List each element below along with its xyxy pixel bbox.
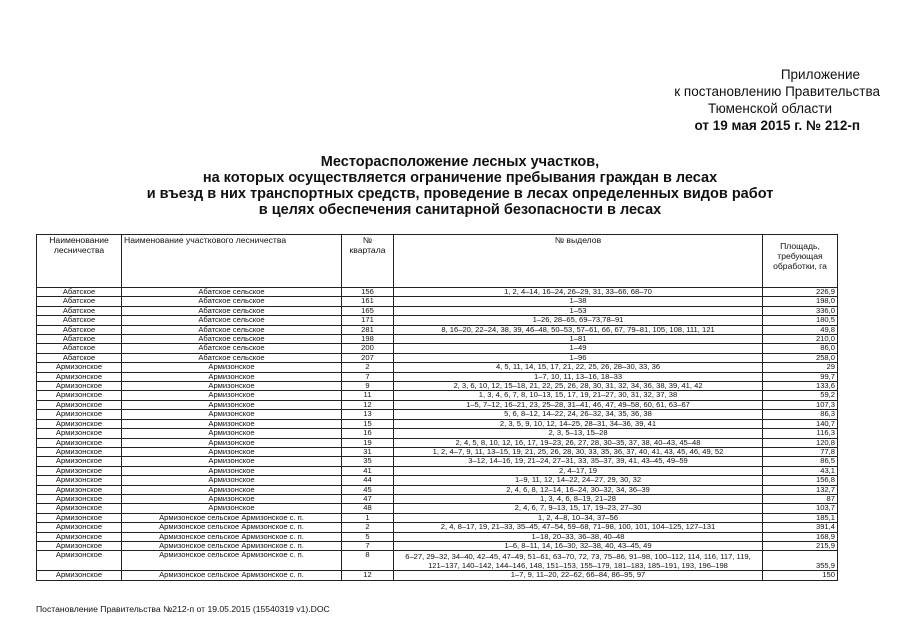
document-title	[120, 154, 800, 218]
table-row	[37, 344, 838, 353]
cell-district: Армизонское сельское Армизонское с. п.	[122, 551, 342, 571]
cell-forestry: Армизонское	[37, 551, 122, 571]
table-row	[37, 438, 838, 447]
table-row	[37, 571, 838, 580]
cell-quarter: 13	[342, 410, 394, 419]
cell-district: Армизонское	[122, 391, 342, 400]
cell-allotments: 2, 4–17, 19	[394, 466, 763, 475]
cell-district: Абатское сельское	[122, 344, 342, 353]
cell-district: Армизонское	[122, 466, 342, 475]
cell-forestry: Армизонское	[37, 457, 122, 466]
cell-quarter: 35	[342, 457, 394, 466]
cell-district: Армизонское сельское Армизонское с. п.	[122, 513, 342, 522]
cell-district: Армизонское	[122, 447, 342, 456]
cell-allotments: 1, 3, 4, 6, 7, 8, 10–13, 15, 17, 19, 21–27, 30, 31, 32, 37, 38	[394, 391, 763, 400]
cell-allotments: 2, 3, 5–13, 15–28	[394, 429, 763, 438]
table-row	[37, 485, 838, 494]
cell-allotments: 1–6, 8–11, 14, 16–30, 32–38, 40, 43–45, 49	[394, 541, 763, 550]
cell-district: Абатское сельское	[122, 306, 342, 315]
table-row	[37, 494, 838, 503]
cell-area: 99,7	[763, 372, 838, 381]
cell-area: 180,5	[763, 316, 838, 325]
cell-forestry: Армизонское	[37, 391, 122, 400]
cell-allotments: 1–49	[394, 344, 763, 353]
cell-quarter: 165	[342, 306, 394, 315]
cell-allotments: 3–12, 14–16, 19, 21–24, 27–31, 33, 35–37, 39, 41, 43–45, 49–59	[394, 457, 763, 466]
header-forestry: Наименование лесничества	[37, 235, 122, 288]
cell-area: 258,0	[763, 353, 838, 362]
cell-area: 43,1	[763, 466, 838, 475]
cell-area: 77,8	[763, 447, 838, 456]
cell-district: Абатское сельское	[122, 335, 342, 344]
table-row	[37, 382, 838, 391]
cell-area: 86,5	[763, 457, 838, 466]
cell-area: 116,3	[763, 429, 838, 438]
cell-district: Абатское сельское	[122, 297, 342, 306]
cell-forestry: Армизонское	[37, 438, 122, 447]
cell-quarter: 1	[342, 513, 394, 522]
cell-quarter: 45	[342, 485, 394, 494]
cell-allotments: 2, 4, 8–17, 19, 21–33, 35–45, 47–54, 59–68, 71–98, 100, 101, 104–125, 127–131	[394, 523, 763, 532]
cell-allotments: 1–7, 9, 11–20, 22–62, 66–84, 86–95, 97	[394, 571, 763, 580]
cell-forestry: Армизонское	[37, 429, 122, 438]
cell-district: Армизонское	[122, 410, 342, 419]
cell-district: Армизонское	[122, 438, 342, 447]
title-line-4: в целях обеспечения санитарной безопасности в лесах	[258, 202, 662, 218]
cell-quarter: 12	[342, 571, 394, 580]
table-row	[37, 476, 838, 485]
cell-quarter: 2	[342, 523, 394, 532]
title-line-1: Месторасположение лесных участков,	[320, 154, 600, 170]
cell-district: Армизонское	[122, 382, 342, 391]
cell-district: Армизонское сельское Армизонское с. п.	[122, 532, 342, 541]
cell-area: 49,8	[763, 325, 838, 334]
cell-forestry: Абатское	[37, 316, 122, 325]
cell-forestry: Армизонское	[37, 494, 122, 503]
cell-allotments: 1–18, 20–33, 36–38, 40–48	[394, 532, 763, 541]
table-row	[37, 363, 838, 372]
cell-district: Армизонское сельское Армизонское с. п.	[122, 523, 342, 532]
cell-district: Армизонское сельское Армизонское с. п.	[122, 571, 342, 580]
forest-plots-table	[36, 234, 838, 581]
cell-forestry: Абатское	[37, 325, 122, 334]
cell-area: 226,9	[763, 288, 838, 297]
cell-forestry: Абатское	[37, 288, 122, 297]
cell-forestry: Абатское	[37, 335, 122, 344]
header-allotments: № выделов	[394, 235, 763, 288]
cell-allotments: 1–5, 7–12, 16–21, 23, 25–28, 31–41, 46, 47, 49–58, 60, 61, 63–67	[394, 400, 763, 409]
cell-area: 87	[763, 494, 838, 503]
cell-area: 59,2	[763, 391, 838, 400]
cell-district: Армизонское	[122, 400, 342, 409]
cell-area: 107,3	[763, 400, 838, 409]
cell-quarter: 156	[342, 288, 394, 297]
table-row	[37, 532, 838, 541]
cell-quarter: 200	[342, 344, 394, 353]
table-row	[37, 504, 838, 513]
cell-forestry: Армизонское	[37, 532, 122, 541]
cell-area: 103,7	[763, 504, 838, 513]
cell-forestry: Армизонское	[37, 571, 122, 580]
header-quarter: № квартала	[342, 235, 394, 288]
cell-area: 120,8	[763, 438, 838, 447]
table-header-row	[37, 235, 838, 288]
table-row	[37, 335, 838, 344]
cell-district: Армизонское	[122, 372, 342, 381]
cell-area: 215,9	[763, 541, 838, 550]
table-row	[37, 391, 838, 400]
cell-quarter: 48	[342, 504, 394, 513]
cell-district: Армизонское	[122, 419, 342, 428]
table-row	[37, 523, 838, 532]
table-row	[37, 400, 838, 409]
cell-allotments: 6–27, 29–32, 34–40, 42–45, 47–49, 51–61, 63–70, 72, 73, 75–86, 91–98, 100–112, 114, 116, 117, 119, 121–137, 140–142, 144–146, 148, 151–153, 155–179, 181–183, 185–191, 193, 196–198	[394, 551, 763, 571]
cell-district: Армизонское	[122, 476, 342, 485]
title-line-3: и въезд в них транспортных средств, проведение в лесах определенных видов работ	[146, 186, 774, 202]
cell-quarter: 11	[342, 391, 394, 400]
cell-quarter: 16	[342, 429, 394, 438]
appendix-label: Приложение	[780, 67, 860, 82]
cell-area: 86,3	[763, 410, 838, 419]
cell-allotments: 4, 5, 11, 14, 15, 17, 21, 22, 25, 26, 28–30, 33, 36	[394, 363, 763, 372]
cell-forestry: Армизонское	[37, 513, 122, 522]
cell-quarter: 161	[342, 297, 394, 306]
cell-area: 210,0	[763, 335, 838, 344]
cell-area: 336,0	[763, 306, 838, 315]
cell-area: 29	[763, 363, 838, 372]
cell-quarter: 47	[342, 494, 394, 503]
cell-forestry: Армизонское	[37, 485, 122, 494]
cell-allotments: 1–26, 28–65, 69–73,78–91	[394, 316, 763, 325]
cell-area: 132,7	[763, 485, 838, 494]
cell-district: Абатское сельское	[122, 316, 342, 325]
cell-forestry: Армизонское	[37, 382, 122, 391]
cell-allotments: 2, 3, 5, 9, 10, 12, 14–25, 28–31, 34–36, 39, 41	[394, 419, 763, 428]
cell-district: Армизонское	[122, 504, 342, 513]
table-body	[37, 288, 838, 581]
cell-area: 391,4	[763, 523, 838, 532]
cell-forestry: Абатское	[37, 306, 122, 315]
cell-quarter: 12	[342, 400, 394, 409]
table-row	[37, 316, 838, 325]
cell-forestry: Абатское	[37, 353, 122, 362]
cell-district: Армизонское	[122, 457, 342, 466]
footer-filename: Постановление Правительства №212-п от 19.05.2015 (15540319 v1).DOC	[36, 604, 330, 614]
cell-forestry: Армизонское	[37, 447, 122, 456]
cell-quarter: 19	[342, 438, 394, 447]
cell-area: 355,9	[763, 551, 838, 571]
cell-quarter: 8	[342, 551, 394, 571]
cell-district: Армизонское сельское Армизонское с. п.	[122, 541, 342, 550]
appendix-region: Тюменской области	[708, 101, 832, 116]
cell-quarter: 7	[342, 372, 394, 381]
cell-forestry: Армизонское	[37, 504, 122, 513]
cell-allotments: 1, 2, 4–7, 9, 11, 13–15, 19, 21, 25, 26, 28, 30, 33, 35, 36, 37, 40, 41, 43, 45, 46, 49, 52	[394, 447, 763, 456]
cell-allotments: 2, 4, 5, 8, 10, 12, 16, 17, 19–23, 26, 27, 28, 30–35, 37, 38, 40–43, 45–48	[394, 438, 763, 447]
cell-allotments: 2, 4, 6, 7, 9–13, 15, 17, 19–23, 27–30	[394, 504, 763, 513]
cell-quarter: 207	[342, 353, 394, 362]
table-row	[37, 306, 838, 315]
table-row	[37, 353, 838, 362]
cell-district: Абатское сельское	[122, 325, 342, 334]
cell-district: Абатское сельское	[122, 353, 342, 362]
cell-allotments: 1–96	[394, 353, 763, 362]
cell-forestry: Армизонское	[37, 410, 122, 419]
cell-area: 150	[763, 571, 838, 580]
cell-allotments: 1–7, 10, 11, 13–16, 18–33	[394, 372, 763, 381]
cell-allotments: 2, 4, 6, 8, 12–14, 16–24, 30–32, 34, 36–39	[394, 485, 763, 494]
cell-forestry: Абатское	[37, 344, 122, 353]
cell-district: Армизонское	[122, 429, 342, 438]
table-row	[37, 551, 838, 571]
cell-forestry: Армизонское	[37, 541, 122, 550]
header-area: Площадь, требующая обработки, га	[763, 235, 838, 288]
cell-district: Абатское сельское	[122, 288, 342, 297]
table-row	[37, 297, 838, 306]
cell-quarter: 5	[342, 532, 394, 541]
cell-quarter: 31	[342, 447, 394, 456]
cell-quarter: 41	[342, 466, 394, 475]
cell-forestry: Армизонское	[37, 363, 122, 372]
cell-area: 185,1	[763, 513, 838, 522]
table-row	[37, 325, 838, 334]
cell-forestry: Армизонское	[37, 419, 122, 428]
cell-forestry: Армизонское	[37, 372, 122, 381]
cell-allotments: 1, 3, 4, 6, 8–19, 21–28	[394, 494, 763, 503]
cell-forestry: Армизонское	[37, 400, 122, 409]
title-line-2: на которых осуществляется ограничение пребывания граждан в лесах	[202, 170, 718, 186]
cell-area: 156,8	[763, 476, 838, 485]
cell-allotments: 2, 3, 6, 10, 12, 15–18, 21, 22, 25, 26, 28, 30, 31, 32, 34, 36, 38, 39, 41, 42	[394, 382, 763, 391]
table-row	[37, 466, 838, 475]
cell-district: Армизонское	[122, 485, 342, 494]
table-row	[37, 457, 838, 466]
cell-quarter: 171	[342, 316, 394, 325]
cell-allotments: 1, 2, 4–14, 16–24, 26–29, 31, 33–66, 68–70	[394, 288, 763, 297]
cell-district: Армизонское	[122, 363, 342, 372]
cell-district: Армизонское	[122, 494, 342, 503]
cell-quarter: 44	[342, 476, 394, 485]
cell-area: 198,0	[763, 297, 838, 306]
cell-quarter: 281	[342, 325, 394, 334]
table-row	[37, 288, 838, 297]
cell-forestry: Армизонское	[37, 476, 122, 485]
cell-allotments: 1–81	[394, 335, 763, 344]
cell-area: 140,7	[763, 419, 838, 428]
cell-allotments: 1–9, 11, 12, 14–22, 24–27, 29, 30, 32	[394, 476, 763, 485]
table-row	[37, 429, 838, 438]
table-row	[37, 513, 838, 522]
cell-quarter: 7	[342, 541, 394, 550]
cell-quarter: 198	[342, 335, 394, 344]
cell-forestry: Абатское	[37, 297, 122, 306]
cell-forestry: Армизонское	[37, 523, 122, 532]
appendix-header	[600, 66, 880, 134]
table-row	[37, 372, 838, 381]
cell-area: 133,6	[763, 382, 838, 391]
table-row	[37, 447, 838, 456]
header-district: Наименование участкового лесничества	[122, 235, 342, 288]
cell-area: 168,9	[763, 532, 838, 541]
cell-area: 86,0	[763, 344, 838, 353]
cell-quarter: 2	[342, 363, 394, 372]
table-row	[37, 410, 838, 419]
cell-forestry: Армизонское	[37, 466, 122, 475]
cell-quarter: 9	[342, 382, 394, 391]
table-row	[37, 419, 838, 428]
table-row	[37, 541, 838, 550]
cell-allotments: 1–53	[394, 306, 763, 315]
cell-allotments: 1–38	[394, 297, 763, 306]
appendix-date-number: от 19 мая 2015 г. № 212-п	[694, 118, 860, 133]
cell-allotments: 8, 16–20, 22–24, 38, 39, 46–48, 50–53, 57–61, 66, 67, 79–81, 105, 108, 111, 121	[394, 325, 763, 334]
cell-quarter: 15	[342, 419, 394, 428]
cell-allotments: 5, 6, 8–12, 14–22, 24, 26–32, 34, 35, 36, 38	[394, 410, 763, 419]
cell-allotments: 1, 2, 4–8, 10–34, 37–56	[394, 513, 763, 522]
appendix-decree: к постановлению Правительства	[674, 84, 880, 99]
